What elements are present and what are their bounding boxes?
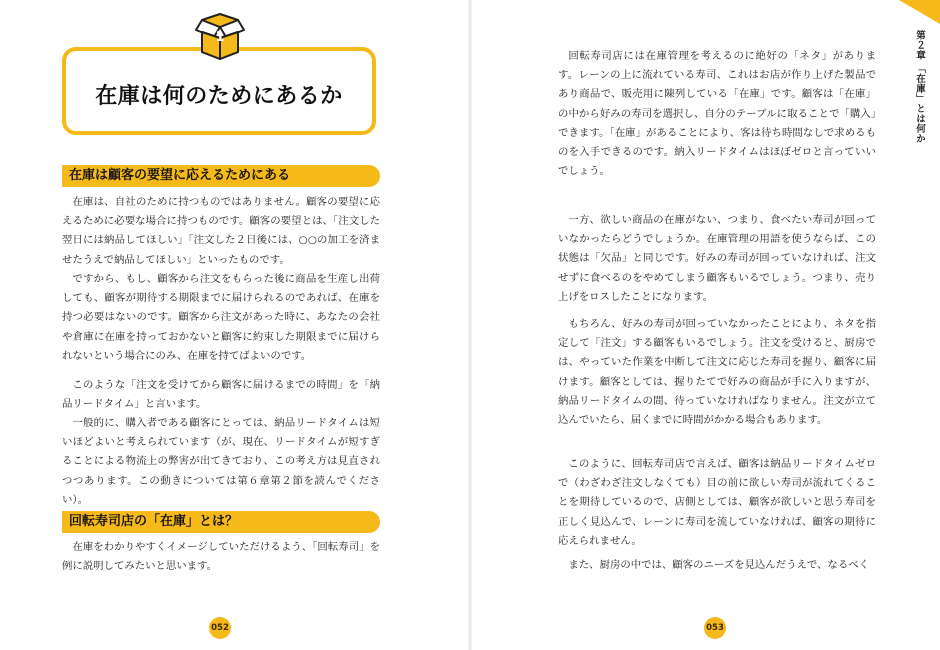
paragraph: このような「注文を受けてから顧客に届けるまでの時間」を「納品リードタイム」と言います。 xyxy=(62,379,380,411)
paragraph: 回転寿司店には在庫管理を考えるのに絶好の「ネタ」があります。レーンの上に流れている寿司、これはお店が作り上げた製品であり商品で、販売用に陳列している「在庫」です。顧客は「在庫」の中から好みの寿司を選択し、自分のテーブルに取ることで「購入」できます。「在庫」があることにより、客は待ち時間なしで求めるものを入手できるのです。納入リードタイムはほぼゼロと言っていいでしょう。 xyxy=(558,50,876,178)
paragraph: また、厨房の中では、顧客のニーズを見込んだうえで、なるべく xyxy=(568,559,869,571)
paragraph: ですから、もし、顧客から注文をもらった後に商品を生産し出荷しても、顧客が期待する期限までに届けられるのであれば、在庫を持つ必要はないのです。顧客から注文があった時に、あなたの会社や倉庫に在庫を持っておかないと顧客に約束した期限までに届けられないという場合にのみ、在庫を持てばよいのです。 xyxy=(62,273,380,362)
page-number-left: 052 xyxy=(209,617,231,639)
paragraph: もちろん、好みの寿司が回っていなかったことにより、ネタを指定して「注文」する顧客もいるでしょう。注文を受けると、厨房では、やっていた作業を中断して注文に応じた寿司を握り、顧客に届けます。顧客としては、握りたてで好みの商品が手に入りますが、納品リードタイムの間、待っていなければなりません。注文が立て込んでいたら、届くまでに時間がかかる場合もあります。 xyxy=(558,318,876,427)
chapter-label: 第２章 「在庫」とは何か xyxy=(914,30,925,144)
section-heading-2 xyxy=(62,511,380,533)
badge-number: 1 xyxy=(215,30,225,45)
chapter-tab-corner xyxy=(899,0,940,24)
paragraph: 在庫をわかりやすくイメージしていただけるよう、「回転寿司」を例に説明してみたいと思います。 xyxy=(62,541,380,573)
paragraph: 一般的に、購入者である顧客にとっては、納品リードタイムは短いほどよいと考えられています（が、現在、リードタイムが短すぎることによる物流上の弊害が出てきており、この考え方は見直されつつあります。この動きについては第６章第２節を読んでください）。 xyxy=(62,417,380,506)
section-heading-1-text: 在庫は顧客の要望に応えるためにある xyxy=(69,168,291,183)
paragraph: 在庫は、自社のために持つものではありません。顧客の要望に応えるために必要な場合に持つものです。顧客の要望とは、「注文した翌日には納品してほしい」「注文した２日後には、○○の加工を済ませたうえで納品してほしい」といったものです。 xyxy=(62,196,380,266)
page-number-right: 053 xyxy=(704,617,726,639)
page-title: 在庫は何のためにあるか xyxy=(95,84,343,109)
section-heading-1 xyxy=(62,165,380,187)
section-heading-2-text: 回転寿司店の「在庫」とは？ xyxy=(69,514,239,529)
paragraph: 一方、欲しい商品の在庫がない、つまり、食べたい寿司が回っていなかったらどうでしょうか。在庫管理の用語を使うならば、この状態は「欠品」と同じです。好みの寿司が回っていなければ、注文せずに食べるのをやめてしまう顧客もいるでしょう。つまり、売り上げをロスしたことになります。 xyxy=(558,214,876,303)
paragraph: このように、回転寿司店で言えば、顧客は納品リードタイムゼロで（わざわざ注文しなくても）目の前に欲しい寿司が流れてくることを期待しているので、店側としては、顧客が欲しいと思う寿司を正しく見込んで、レーンに寿司を流していなければ、顧客の期待に応えられません。 xyxy=(558,458,876,547)
